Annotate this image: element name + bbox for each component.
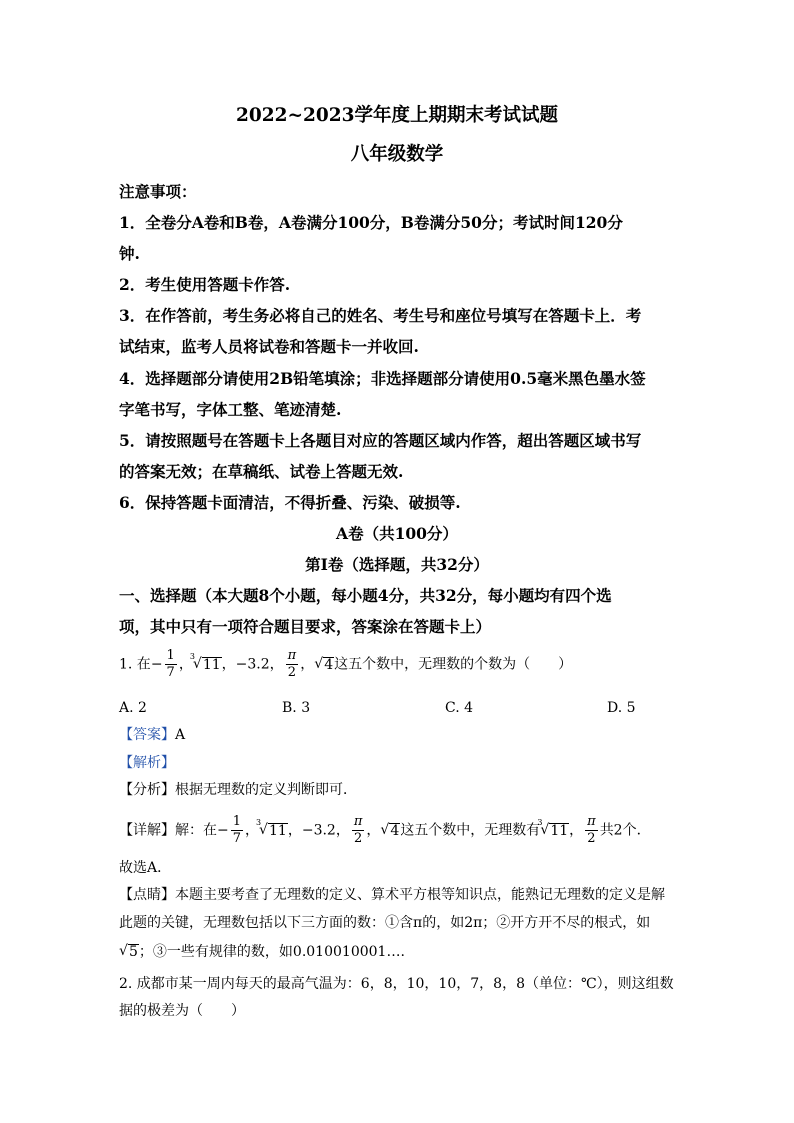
fenxi-tag: 【分析】: [119, 782, 175, 798]
xj-fraction: [231, 814, 243, 847]
a-paper-heading: A卷（共100分）: [336, 524, 458, 543]
q1-prefix: 1. 在: [119, 656, 151, 673]
q1-frac-num: 1: [166, 648, 175, 663]
dj-sqrt5: [119, 944, 139, 960]
xj-cbrt-arg: 11: [269, 822, 287, 839]
q1-option-c: C. 4: [445, 700, 474, 716]
xj-pi-num: π: [353, 814, 363, 829]
q1-xiangjie: [119, 814, 651, 847]
q1-sep-3: ，: [269, 656, 284, 673]
xj-sep-3: ，: [335, 822, 350, 839]
xiangjie-tag: 【详解】: [119, 822, 175, 839]
xj-sep-5: ，: [569, 822, 584, 839]
xj-pi-fraction-2: [585, 814, 598, 847]
note-5a: 5．请按照题号在答题卡上各题目对应的答题区域内作答，超出答题区域书写: [119, 431, 642, 450]
q1-conclusion: 故选A．: [119, 860, 172, 876]
q1-frac-den: 7: [166, 665, 175, 680]
exam-subtitle: 八年级数学: [350, 144, 444, 165]
section-heading-b: 项，其中只有一项符合题目要求，答案涂在答题卡上）: [119, 617, 492, 636]
xj-frac-den: 7: [232, 831, 242, 846]
q1-pi-num: π: [287, 648, 297, 663]
q1-option-d: D. 5: [607, 700, 636, 716]
q1-fenxi: [119, 779, 357, 799]
note-2: 2．考生使用答题卡作答.: [119, 275, 291, 294]
q1-neg-value: −3.2: [235, 656, 270, 673]
dianjing-text-c: ；③一些有规律的数，如0.010010001….: [138, 944, 405, 960]
note-1b: 钟.: [119, 244, 140, 263]
q1-cbrt-arg: 11: [202, 656, 221, 673]
analysis-tag: 【解析】: [119, 755, 175, 771]
xj-sqrt-arg: 4: [390, 822, 400, 839]
radical-icon: √: [259, 821, 268, 838]
note-3b: 试结束，监考人员将试卷和答题卡一并收回.: [119, 337, 419, 356]
xj-sep-4: ，: [366, 822, 381, 839]
exam-title: 2022~2023学年度上期期末考试试题: [236, 105, 558, 126]
xj-sep-2: ，: [287, 822, 302, 839]
note-1a: 1．全卷分A卷和B卷，A卷满分100分，B卷满分50分；考试时间120分: [119, 213, 623, 232]
section-heading-a: 一、选择题（本大题8个小题，每小题4分，共32分，每小题均有四个选: [119, 586, 612, 605]
note-4b: 字笔书写，字体工整、笔迹清楚.: [119, 400, 342, 419]
xj-cbrt: [256, 817, 288, 839]
answer-value: A: [175, 727, 186, 743]
note-3a: 3．在作答前，考生务必将自己的姓名、考生号和座位号填写在答题卡上．考: [119, 306, 642, 325]
q2-line-a: 2. 成都市某一周内每天的最高气温为：6，8，10，10，7，8，8（单位：℃），则这组数: [119, 976, 674, 992]
xj-cbrt-2: [537, 817, 569, 839]
radical-icon: √: [119, 943, 128, 959]
answer-tag: 【答案】: [119, 727, 175, 743]
q1-sep-1: ，: [178, 656, 193, 673]
q1-suffix: 这五个数中，无理数的个数为（ ）: [334, 656, 573, 673]
xj-pi2-num: π: [587, 814, 596, 829]
xj-cbrt2-index: 3: [537, 817, 543, 827]
xiangjie-mid: 这五个数中，无理数有: [400, 822, 541, 839]
note-4a: 4．选择题部分请使用2B铅笔填涂；非选择题部分请使用0.5毫米黑色墨水签: [119, 369, 646, 388]
radical-icon: √: [192, 655, 202, 672]
xj-frac-num: 1: [232, 814, 242, 829]
xj-pi-fraction: [352, 814, 365, 847]
q1-sep-4: ，: [300, 656, 315, 673]
radical-icon: √: [540, 821, 550, 838]
dianjing-text-a: 本题主要考查了无理数的定义、算术平方根等知识点，能熟记无理数的定义是解: [175, 887, 665, 903]
q1-sqrt: [314, 657, 334, 673]
notes-heading: 注意事项：: [119, 182, 197, 201]
q1-cbrt: [189, 651, 222, 673]
q1-stem: [119, 648, 572, 681]
q1-pi-fraction: [286, 648, 299, 681]
radical-icon: √: [380, 821, 390, 838]
q1-answer: [119, 724, 185, 744]
q1-dianjing-a: [119, 884, 665, 904]
xiangjie-end: 共2个．: [599, 822, 651, 839]
xj-neg-value: −3.2: [301, 822, 336, 839]
xj-pi2-den: 2: [585, 830, 598, 847]
q1-dianjing-b: 此题的关键，无理数包括以下三方面的数：①含π的，如2π；②开方开不尽的根式，如: [119, 915, 651, 931]
q2-line-b: 据的极差为（ ）: [119, 1003, 245, 1019]
q1-sqrt-arg: 4: [324, 656, 334, 673]
dianjing-tag: 【点睛】: [119, 887, 175, 903]
q1-neg-sign: −: [150, 656, 163, 673]
radical-icon: √: [314, 655, 324, 672]
q1-fraction: [165, 648, 177, 681]
part-one-heading: 第Ⅰ卷（选择题，共32分）: [305, 555, 489, 574]
xj-pi-den: 2: [352, 830, 365, 847]
xj-cbrt2-arg: 11: [550, 822, 569, 839]
xj-cbrt-index: 3: [256, 817, 262, 827]
q1-option-a: A. 2: [119, 700, 147, 716]
xj-neg-sign: −: [217, 822, 229, 839]
q1-option-b: B. 3: [282, 700, 311, 716]
q1-sep-2: ，: [221, 656, 236, 673]
note-6: 6．保持答题卡面清洁，不得折叠、污染、破损等.: [119, 493, 461, 512]
q1-dianjing-c: [119, 941, 405, 961]
q1-cbrt-index: 3: [189, 651, 195, 661]
xiangjie-pre: 解：在: [175, 822, 217, 839]
dj-sqrt5-arg: 5: [129, 944, 138, 960]
note-5b: 的答案无效；在草稿纸、试卷上答题无效.: [119, 462, 404, 481]
fenxi-text: 根据无理数的定义判断即可．: [175, 782, 357, 798]
xj-sqrt: [380, 823, 400, 839]
xj-sep-1: ，: [245, 822, 260, 839]
q1-pi-den: 2: [286, 664, 299, 681]
